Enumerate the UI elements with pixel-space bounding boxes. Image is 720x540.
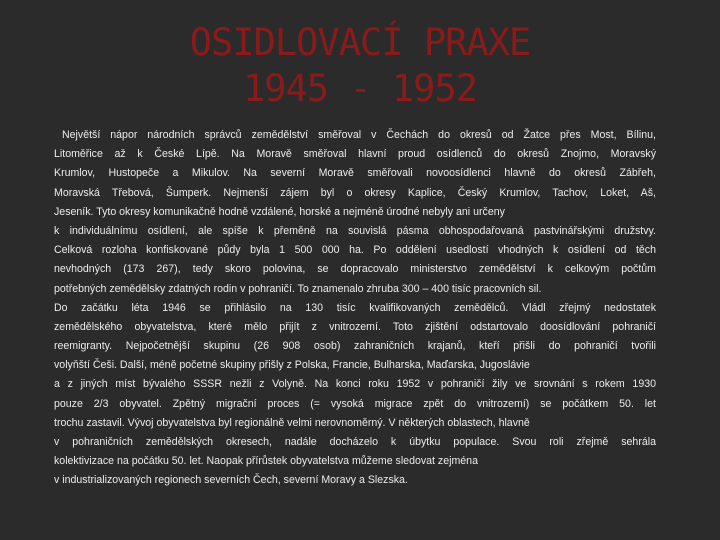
body-line: v industrializovaných regionech severních Čech, severní Moravy a Slezska. xyxy=(54,474,408,487)
body-line: trochu zastavil. Vývoj obyvatelstva byl regionálně velmi nerovnoměrný. V některých oblastech, hlavně xyxy=(54,416,530,429)
body-line: Litoměřice až k České Lípě. Na Moravě směřoval hlavní proud osídlenců do okresů Znojmo, Moravský xyxy=(54,148,656,161)
body-line: Jeseník. Tyto okresy komunikačně hodně vzdálené, horské a nejméně úrodné nebyly ani určeny xyxy=(54,205,505,218)
body-line: kolektivizace na počátku 50. let. Naopak přírůstek obyvatelstva můžeme sledovat zejména xyxy=(54,455,478,468)
body-line: pouze 2/3 obyvatel. Zpětný migrační proces (= vysoká migrace zpět do vnitrozemí) se počátkem 50. let xyxy=(54,397,656,410)
body-line: Krumlov, Hustopeče a Mikulov. Na severní Moravě směřovali novoosídlenci hlavně do okresů Zábřeh, xyxy=(54,167,656,180)
body-line: potřebných zemědělsky zdatných rodin v pohraničí. To znamenalo zhruba 300 – 400 tisíc pracovních sil. xyxy=(54,282,542,295)
body-line: reemigranty. Nejpočetnější skupinu (26 908 osob) zahraničních krajanů, kteří přišli do pohraničí tvořili xyxy=(54,340,656,353)
slide-title xyxy=(60,20,660,112)
title-line-2: 1945 - 1952 xyxy=(242,67,478,110)
body-line: nevhodných (173 267), tedy skoro polovina, se dopracovalo ministerstvo zemědělství k celkovým počtům xyxy=(54,263,656,276)
body-line: k individuálnímu osídlení, ale spíše k přeměně na souvislá pásma obhospodařovaná pastvinářskými družstvy. xyxy=(54,224,656,237)
body-line: a z jiných míst bývalého SSSR nežli z Volyně. Na konci roku 1952 v pohraničí žily ve srovnání s rokem 1930 xyxy=(54,378,656,391)
body-line: volyňští Češi. Další, méně početné skupiny přišly z Polska, Francie, Bulharska, Maďarska, Jugoslávie xyxy=(54,359,530,372)
body-line: v pohraničních zemědělských okresech, nadále docházelo k úbytku populace. Svou roli zřejmě sehrála xyxy=(54,436,656,448)
title-line-1: OSIDLOVACÍ PRAXE xyxy=(189,21,531,64)
body-line: Největší nápor národních správců zemědělství směřoval v Čechách do okresů od Žatce přes Most, Bílinu, xyxy=(62,129,656,141)
body-line: zemědělského obyvatelstva, které mělo přijít z vnitrozemí. Toto zjištění odstartovalo doosídlování pohraničí xyxy=(54,320,656,333)
body-line: Do začátku léta 1946 se přihlásilo na 130 tisíc kvalifikovaných zemědělců. Vládl zřejmý nedostatek xyxy=(54,301,656,314)
body-line: Celková rozloha konfiskované půdy byla 1 500 000 ha. Po oddělení usedlostí vhodných k osídlení od těch xyxy=(54,244,656,257)
body-text xyxy=(54,126,656,491)
body-line: Moravská Třebová, Šumperk. Nejmenší zájem byl o okresy Kaplice, Český Krumlov, Tachov, Loket, Aš, xyxy=(54,186,656,199)
